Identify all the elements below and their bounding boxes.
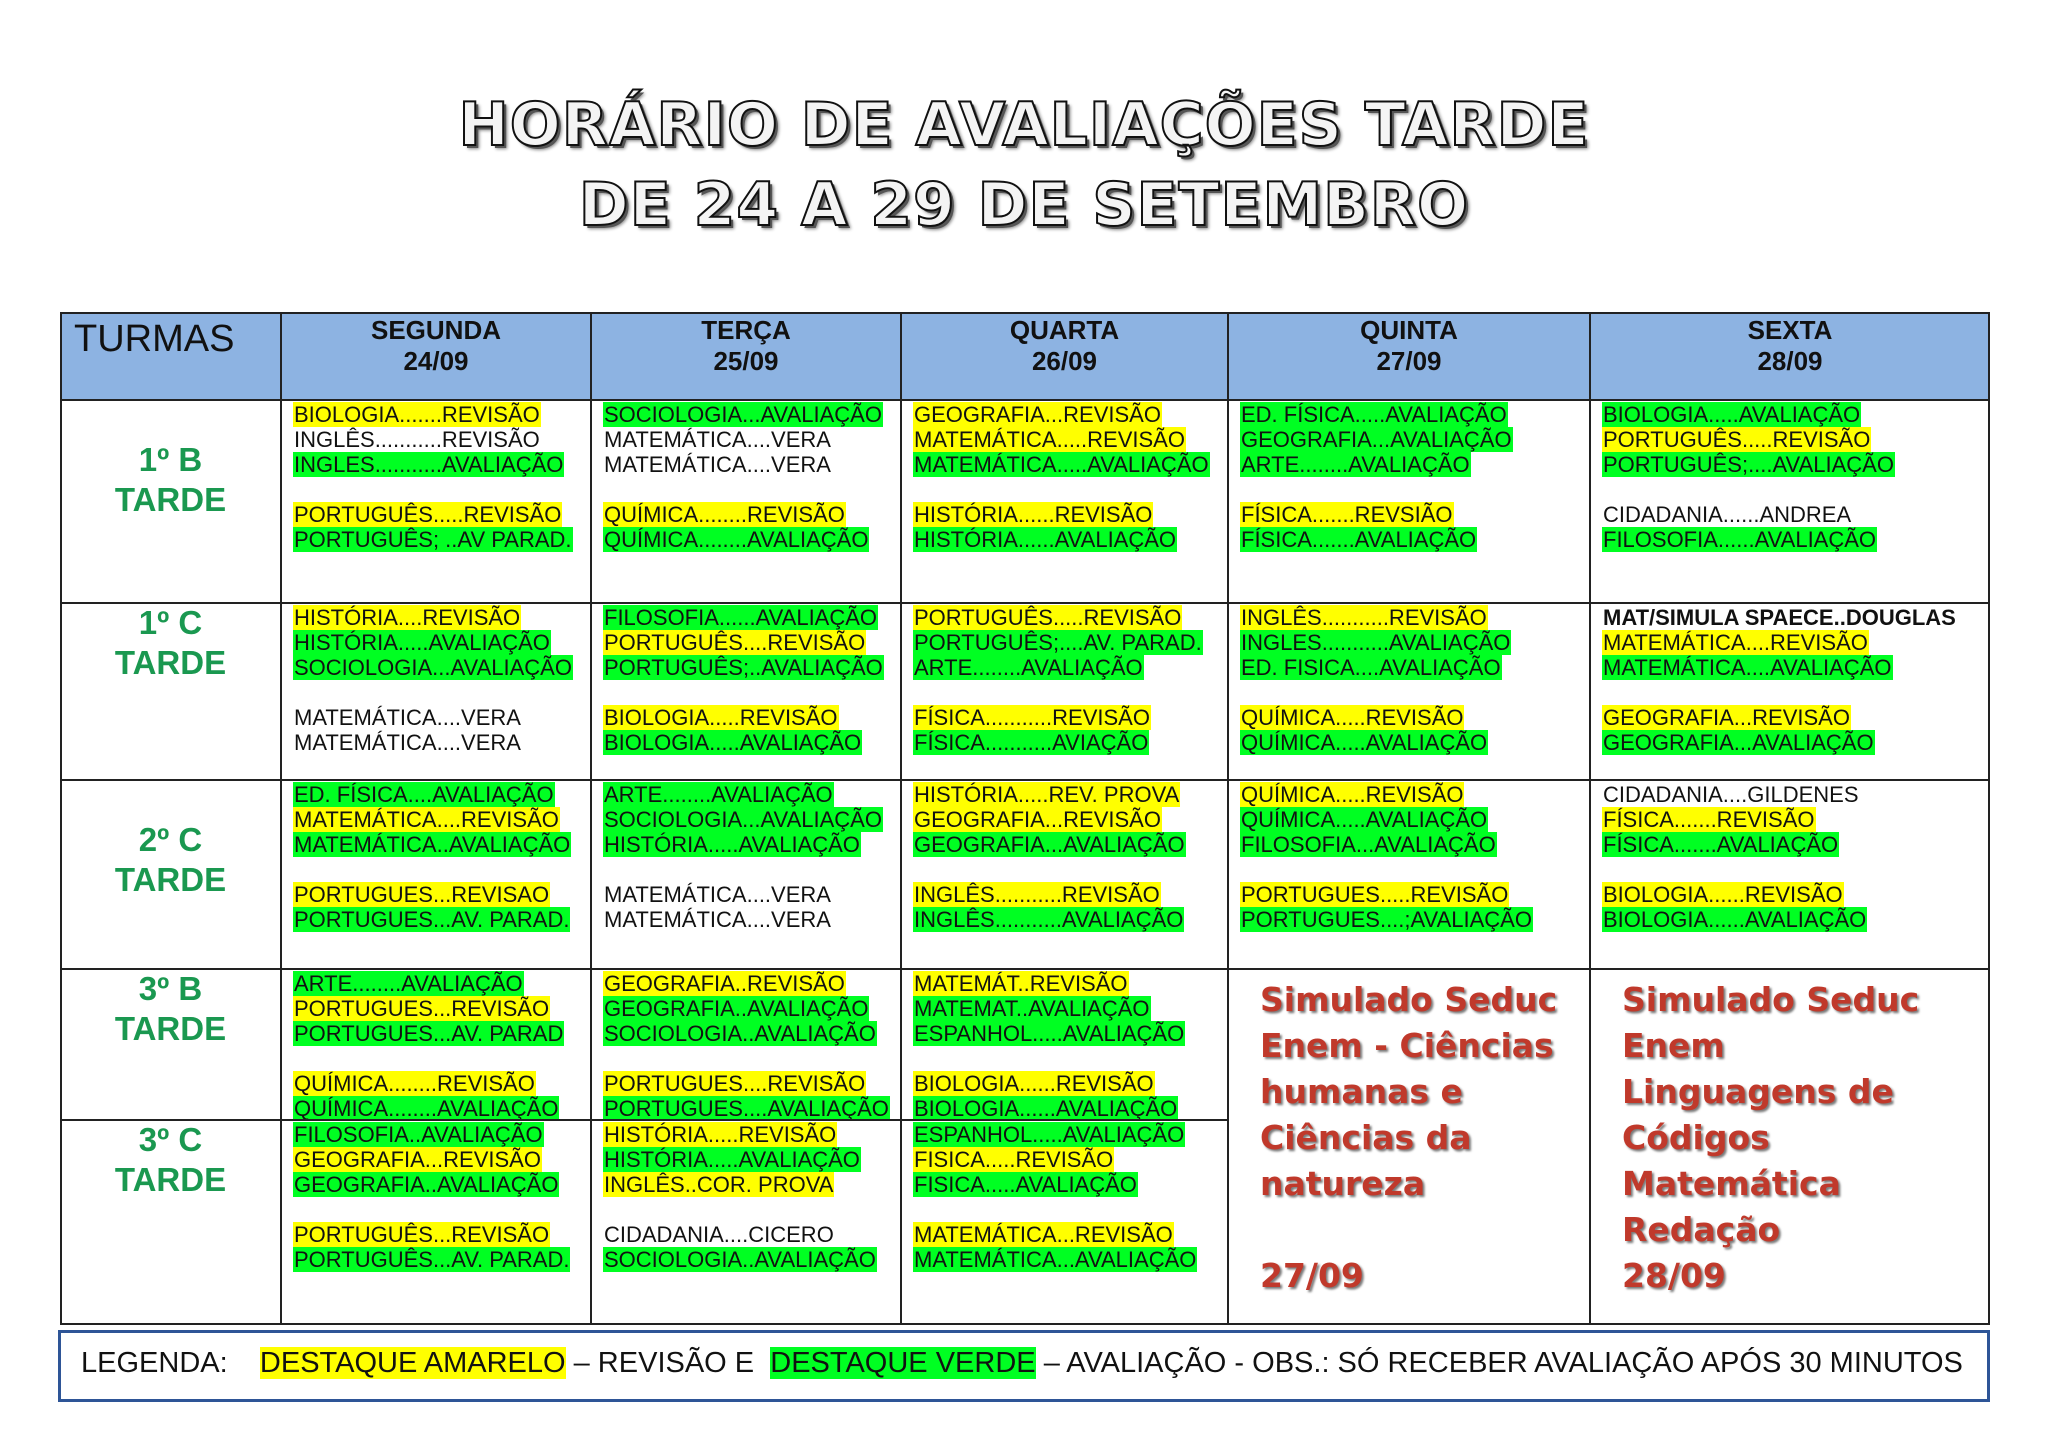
- spacer: [293, 1197, 591, 1222]
- schedule-cell: [281, 400, 591, 603]
- entry-avaliacao: PORTUGUÊS;....AVALIAÇÃO: [1603, 452, 1894, 477]
- day-name: TERÇA: [701, 315, 791, 345]
- entry-avaliacao: SOCIOLOGIA..AVALIAÇÃO: [604, 1021, 876, 1046]
- entry-plain: CIDADANIA....CICERO: [604, 1222, 834, 1247]
- day-date: 24/09: [403, 346, 469, 376]
- turma-label: [60, 1120, 281, 1325]
- entry-plain: MATEMÁTICA....VERA: [604, 452, 831, 477]
- simulado-line: Simulado Seduc: [1622, 980, 1920, 1019]
- legend-suffix: – AVALIAÇÃO - OBS.: SÓ RECEBER AVALIAÇÃO APÓS 30 MINUTOS: [1043, 1347, 1963, 1379]
- simulado-line: Linguagens de: [1622, 1072, 1894, 1111]
- turma-text: TARDE: [114, 1010, 227, 1047]
- schedule-cell: [591, 780, 901, 969]
- entry-revisao: INGLÊS...........REVISÃO: [914, 882, 1160, 907]
- entry-revisao: GEOGRAFIA...REVISÃO: [294, 1147, 541, 1172]
- page-subtitle: DE 24 A 29 DE SETEMBRO: [578, 170, 1470, 240]
- entry-revisao: QUÍMICA........REVISÃO: [604, 502, 845, 527]
- spacer: [293, 477, 591, 502]
- entry-revisao: QUÍMICA........REVISÃO: [294, 1071, 535, 1096]
- entry-avaliacao: GEOGRAFIA...AVALIAÇÃO: [1241, 427, 1512, 452]
- spacer: [603, 857, 901, 882]
- entry-plain: CIDADANIA......ANDREA: [1603, 502, 1852, 527]
- entry-avaliacao: ARTE........AVALIAÇÃO: [914, 655, 1143, 680]
- spacer: [293, 857, 591, 882]
- entry-avaliacao: ED. FISICA....AVALIAÇÃO: [1241, 655, 1501, 680]
- entry-plain: MATEMÁTICA....VERA: [294, 730, 521, 755]
- legend: [58, 1330, 1990, 1402]
- schedule-cell: [901, 969, 1228, 1120]
- entry-avaliacao: BIOLOGIA.....AVALIAÇÃO: [604, 730, 862, 755]
- entry-revisao: PORTUGUÊS.....REVISÃO: [914, 605, 1182, 630]
- simulado-line: Enem - Ciências: [1260, 1026, 1554, 1065]
- entry-avaliacao: GEOGRAFIA..AVALIAÇÃO: [604, 996, 869, 1021]
- entry-avaliacao: ESPANHOL.....AVALIAÇÃO: [914, 1021, 1185, 1046]
- schedule-cell: [281, 969, 591, 1120]
- entry-avaliacao: PORTUGUES....;AVALIAÇÃO: [1241, 907, 1532, 932]
- entry-avaliacao: GEOGRAFIA..AVALIAÇÃO: [294, 1172, 559, 1197]
- day-date: 27/09: [1376, 346, 1442, 376]
- day-name: QUINTA: [1360, 315, 1458, 345]
- entry-avaliacao: SOCIOLOGIA..AVALIAÇÃO: [604, 1247, 876, 1272]
- entry-avaliacao: BIOLOGIA.....AVALIAÇÃO: [1603, 402, 1861, 427]
- spacer: [603, 1046, 901, 1071]
- entry-avaliacao: HISTÓRIA.....AVALIAÇÃO: [604, 832, 860, 857]
- header-day: [1590, 312, 1990, 400]
- entry-avaliacao: MATEMAT..AVALIAÇÃO: [914, 996, 1150, 1021]
- schedule-cell: [1590, 780, 1990, 969]
- entry-avaliacao: ARTE........AVALIAÇÃO: [294, 971, 523, 996]
- schedule-cell: [1228, 780, 1590, 969]
- header-day: [591, 312, 901, 400]
- turma-label: [60, 969, 281, 1120]
- spacer: [293, 680, 591, 705]
- entry-avaliacao: QUÍMICA........AVALIAÇÃO: [604, 527, 869, 552]
- simulado-line: humanas e: [1260, 1072, 1463, 1111]
- entry-revisao: GEOGRAFIA...REVISÃO: [914, 807, 1161, 832]
- entry-avaliacao: GEOGRAFIA...AVALIAÇÃO: [914, 832, 1185, 857]
- entry-avaliacao: ED. FÍSICA....AVALIAÇÃO: [294, 782, 554, 807]
- schedule-cell: [591, 1120, 901, 1325]
- day-name: SEXTA: [1747, 315, 1833, 345]
- turma-text: 3º C: [138, 1121, 203, 1158]
- entry-avaliacao: ARTE........AVALIAÇÃO: [1241, 452, 1470, 477]
- entry-revisao: BIOLOGIA......REVISÃO: [914, 1071, 1154, 1096]
- spacer: [1602, 680, 1990, 705]
- entry-revisao: QUÍMICA.....REVISÃO: [1241, 782, 1464, 807]
- schedule-cell: [901, 400, 1228, 603]
- legend-green: DESTAQUE VERDE: [770, 1347, 1036, 1379]
- entry-avaliacao: FILOSOFIA..AVALIAÇÃO: [294, 1122, 543, 1147]
- turma-text: 2º C: [138, 821, 203, 858]
- turma-label: [60, 780, 281, 969]
- entry-avaliacao: QUÍMICA.....AVALIAÇÃO: [1241, 730, 1488, 755]
- spacer: [1602, 477, 1990, 502]
- entry-revisao: PORTUGUES...REVISÃO: [294, 996, 550, 1021]
- spacer: [913, 680, 1228, 705]
- day-date: 25/09: [713, 346, 779, 376]
- entry-avaliacao: SOCIOLOGIA...AVALIAÇÃO: [294, 655, 572, 680]
- simulado-line: [1260, 1207, 1557, 1253]
- entry-avaliacao: PORTUGUÊS;..AVALIAÇÃO: [604, 655, 883, 680]
- legend-mid: – REVISÃO E: [573, 1347, 755, 1379]
- spacer: [603, 1197, 901, 1222]
- schedule-table: [60, 312, 1990, 1325]
- entry-revisao: MATEMÁTICA.....REVISÃO: [914, 427, 1185, 452]
- entry-plain: INGLÊS...........REVISÃO: [294, 427, 540, 452]
- entry-avaliacao: HISTÓRIA......AVALIAÇÃO: [914, 527, 1177, 552]
- entry-avaliacao: ED. FÍSICA.....AVALIAÇÃO: [1241, 402, 1507, 427]
- entry-avaliacao: MATEMÁTICA.....AVALIAÇÃO: [914, 452, 1209, 477]
- entry-revisao: PORTUGUÊS...REVISÃO: [294, 1222, 550, 1247]
- entry-plain: MATEMÁTICA....VERA: [294, 705, 521, 730]
- entry-avaliacao: HISTÓRIA.....AVALIAÇÃO: [604, 1147, 860, 1172]
- simulado-line: Matemática: [1622, 1164, 1841, 1203]
- entry-revisao: HISTÓRIA....REVISÃO: [294, 605, 521, 630]
- schedule-cell: [591, 603, 901, 780]
- turma-label: [60, 603, 281, 780]
- entry-plain: MATEMÁTICA....VERA: [604, 907, 831, 932]
- entry-revisao: BIOLOGIA.......REVISÃO: [294, 402, 540, 427]
- entry-avaliacao: PORTUGUES....AVALIAÇÃO: [604, 1096, 889, 1121]
- turma-text: TARDE: [114, 644, 227, 681]
- schedule-cell: [1228, 603, 1590, 780]
- simulado-quinta: [1260, 977, 1557, 1299]
- spacer: [1240, 857, 1590, 882]
- spacer: [603, 680, 901, 705]
- entry-avaliacao: PORTUGUÊS;....AV. PARAD.: [914, 630, 1202, 655]
- entry-avaliacao: PORTUGUES...AV. PARAD.: [294, 907, 570, 932]
- entry-revisao: FÍSICA.......REVISÃO: [1603, 807, 1815, 832]
- entry-revisao: PORTUGUES....REVISÃO: [604, 1071, 866, 1096]
- simulado-line: Enem: [1622, 1026, 1725, 1065]
- entry-revisao: HISTÓRIA.....REV. PROVA: [914, 782, 1180, 807]
- spacer: [913, 1197, 1228, 1222]
- simulado-sexta: [1622, 977, 1919, 1299]
- entry-avaliacao: INGLES...........AVALIAÇÃO: [294, 452, 564, 477]
- entry-revisao: FISICA.....REVISÃO: [914, 1147, 1114, 1172]
- entry-avaliacao: FÍSICA.......AVALIAÇÃO: [1603, 832, 1839, 857]
- entry-revisao: MATEMÁT..REVISÃO: [914, 971, 1128, 996]
- page-title: HORÁRIO DE AVALIAÇÕES TARDE: [458, 90, 1590, 160]
- legend-prefix: LEGENDA:: [81, 1347, 228, 1379]
- entry-avaliacao: PORTUGUES...AV. PARAD: [294, 1021, 564, 1046]
- entry-avaliacao: BIOLOGIA......AVALIAÇÃO: [1603, 907, 1867, 932]
- entry-plain: MAT/SIMULA SPAECE..DOUGLAS: [1603, 605, 1956, 630]
- spacer: [913, 477, 1228, 502]
- entry-avaliacao: PORTUGUÊS...AV. PARAD.: [294, 1247, 570, 1272]
- day-date: 28/09: [1757, 346, 1823, 376]
- entry-avaliacao: BIOLOGIA......AVALIAÇÃO: [914, 1096, 1178, 1121]
- entry-revisao: BIOLOGIA......REVISÃO: [1603, 882, 1843, 907]
- entry-avaliacao: MATEMÁTICA...AVALIAÇÃO: [914, 1247, 1197, 1272]
- entry-revisao: BIOLOGIA.....REVISÃO: [604, 705, 838, 730]
- entry-avaliacao: MATEMÁTICA....AVALIAÇÃO: [1603, 655, 1892, 680]
- header-turmas: TURMAS: [60, 312, 281, 400]
- simulado-line: Códigos: [1622, 1118, 1770, 1157]
- entry-avaliacao: FILOSOFIA......AVALIAÇÃO: [1603, 527, 1877, 552]
- turma-text: 1º B: [138, 441, 203, 478]
- entry-avaliacao: INGLES...........AVALIAÇÃO: [1241, 630, 1511, 655]
- entry-avaliacao: GEOGRAFIA...AVALIAÇÃO: [1603, 730, 1874, 755]
- entry-avaliacao: FISICA.....AVALIAÇÃO: [914, 1172, 1137, 1197]
- entry-avaliacao: QUÍMICA........AVALIAÇÃO: [294, 1096, 559, 1121]
- spacer: [1240, 680, 1590, 705]
- entry-revisao: MATEMÁTICA...REVISÃO: [914, 1222, 1173, 1247]
- turma-text: 3º B: [138, 970, 203, 1007]
- entry-revisao: INGLÊS..COR. PROVA: [604, 1172, 834, 1197]
- entry-plain: CIDADANIA....GILDENES: [1603, 782, 1859, 807]
- day-date: 26/09: [1031, 346, 1098, 376]
- entry-avaliacao: FILOSOFIA......AVALIAÇÃO: [604, 605, 878, 630]
- entry-revisao: INGLÊS...........REVISÃO: [1241, 605, 1487, 630]
- header-day: [901, 312, 1228, 400]
- simulado-line: 27/09: [1260, 1256, 1364, 1295]
- entry-revisao: MATEMÁTICA....REVISÃO: [294, 807, 559, 832]
- entry-revisao: PORTUGUÊS.....REVISÃO: [294, 502, 562, 527]
- header-day: [1228, 312, 1590, 400]
- schedule-cell: [281, 1120, 591, 1325]
- entry-avaliacao: PORTUGUÊS; ..AV PARAD.: [294, 527, 572, 552]
- entry-revisao: HISTÓRIA......REVISÃO: [914, 502, 1153, 527]
- schedule-cell: [591, 969, 901, 1120]
- schedule-cell: [281, 603, 591, 780]
- turma-label: [60, 400, 281, 603]
- entry-revisao: FÍSICA...........REVISÃO: [914, 705, 1150, 730]
- entry-revisao: PORTUGUES.....REVISÃO: [1241, 882, 1509, 907]
- simulado-line: Simulado Seduc: [1260, 980, 1558, 1019]
- entry-revisao: GEOGRAFIA...REVISÃO: [1603, 705, 1850, 730]
- entry-avaliacao: HISTÓRIA.....AVALIAÇÃO: [294, 630, 550, 655]
- entry-revisao: QUÍMICA.....REVISÃO: [1241, 705, 1464, 730]
- entry-avaliacao: FILOSOFIA...AVALIAÇÃO: [1241, 832, 1496, 857]
- entry-revisao: PORTUGUES...REVISAO: [294, 882, 550, 907]
- schedule-cell: [901, 780, 1228, 969]
- schedule-cell: [1228, 400, 1590, 603]
- schedule-cell: [591, 400, 901, 603]
- entry-avaliacao: FÍSICA...........AVIAÇÃO: [914, 730, 1149, 755]
- spacer: [293, 1046, 591, 1071]
- spacer: [1602, 857, 1990, 882]
- day-name: SEGUNDA: [370, 315, 501, 345]
- entry-avaliacao: FÍSICA.......AVALIAÇÃO: [1241, 527, 1477, 552]
- turma-text: TARDE: [114, 861, 227, 898]
- entry-revisao: MATEMÁTICA....REVISÃO: [1603, 630, 1868, 655]
- day-name: QUARTA: [1009, 315, 1120, 345]
- entry-revisao: FÍSICA.......REVSIÃO: [1241, 502, 1453, 527]
- schedule-cell: [1590, 400, 1990, 603]
- turma-text: 1º C: [138, 604, 203, 641]
- entry-avaliacao: SOCIOLOGIA...AVALIAÇÃO: [604, 402, 882, 427]
- entry-revisao: GEOGRAFIA..REVISÃO: [604, 971, 845, 996]
- entry-avaliacao: SOCIOLOGIA...AVALIAÇÃO: [604, 807, 882, 832]
- turma-text: TARDE: [114, 481, 227, 518]
- entry-avaliacao: QUÍMICA.....AVALIAÇÃO: [1241, 807, 1488, 832]
- simulado-line: Redação: [1622, 1210, 1781, 1249]
- spacer: [913, 1046, 1228, 1071]
- entry-plain: MATEMÁTICA....VERA: [604, 427, 831, 452]
- entry-avaliacao: INGLÊS...........AVALIAÇÃO: [914, 907, 1184, 932]
- entry-avaliacao: ESPANHOL.....AVALIAÇÃO: [914, 1122, 1185, 1147]
- schedule-cell: [901, 1120, 1228, 1325]
- spacer: [913, 857, 1228, 882]
- entry-revisao: PORTUGUÊS....REVISÃO: [604, 630, 866, 655]
- entry-revisao: PORTUGUÊS.....REVISÃO: [1603, 427, 1871, 452]
- entry-avaliacao: ARTE........AVALIAÇÃO: [604, 782, 833, 807]
- entry-revisao: GEOGRAFIA...REVISÃO: [914, 402, 1161, 427]
- schedule-cell: [1590, 603, 1990, 780]
- entry-avaliacao: MATEMÁTICA..AVALIAÇÃO: [294, 832, 571, 857]
- turma-text: TARDE: [114, 1161, 227, 1198]
- header-day: [281, 312, 591, 400]
- spacer: [603, 477, 901, 502]
- spacer: [1240, 477, 1590, 502]
- schedule-cell: [901, 603, 1228, 780]
- entry-plain: MATEMÁTICA....VERA: [604, 882, 831, 907]
- legend-yellow: DESTAQUE AMARELO: [259, 1347, 566, 1379]
- schedule-cell: [281, 780, 591, 969]
- entry-revisao: HISTÓRIA.....REVISÃO: [604, 1122, 837, 1147]
- simulado-line: Ciências da: [1260, 1118, 1472, 1157]
- simulado-line: 28/09: [1622, 1256, 1726, 1295]
- simulado-line: natureza: [1260, 1164, 1426, 1203]
